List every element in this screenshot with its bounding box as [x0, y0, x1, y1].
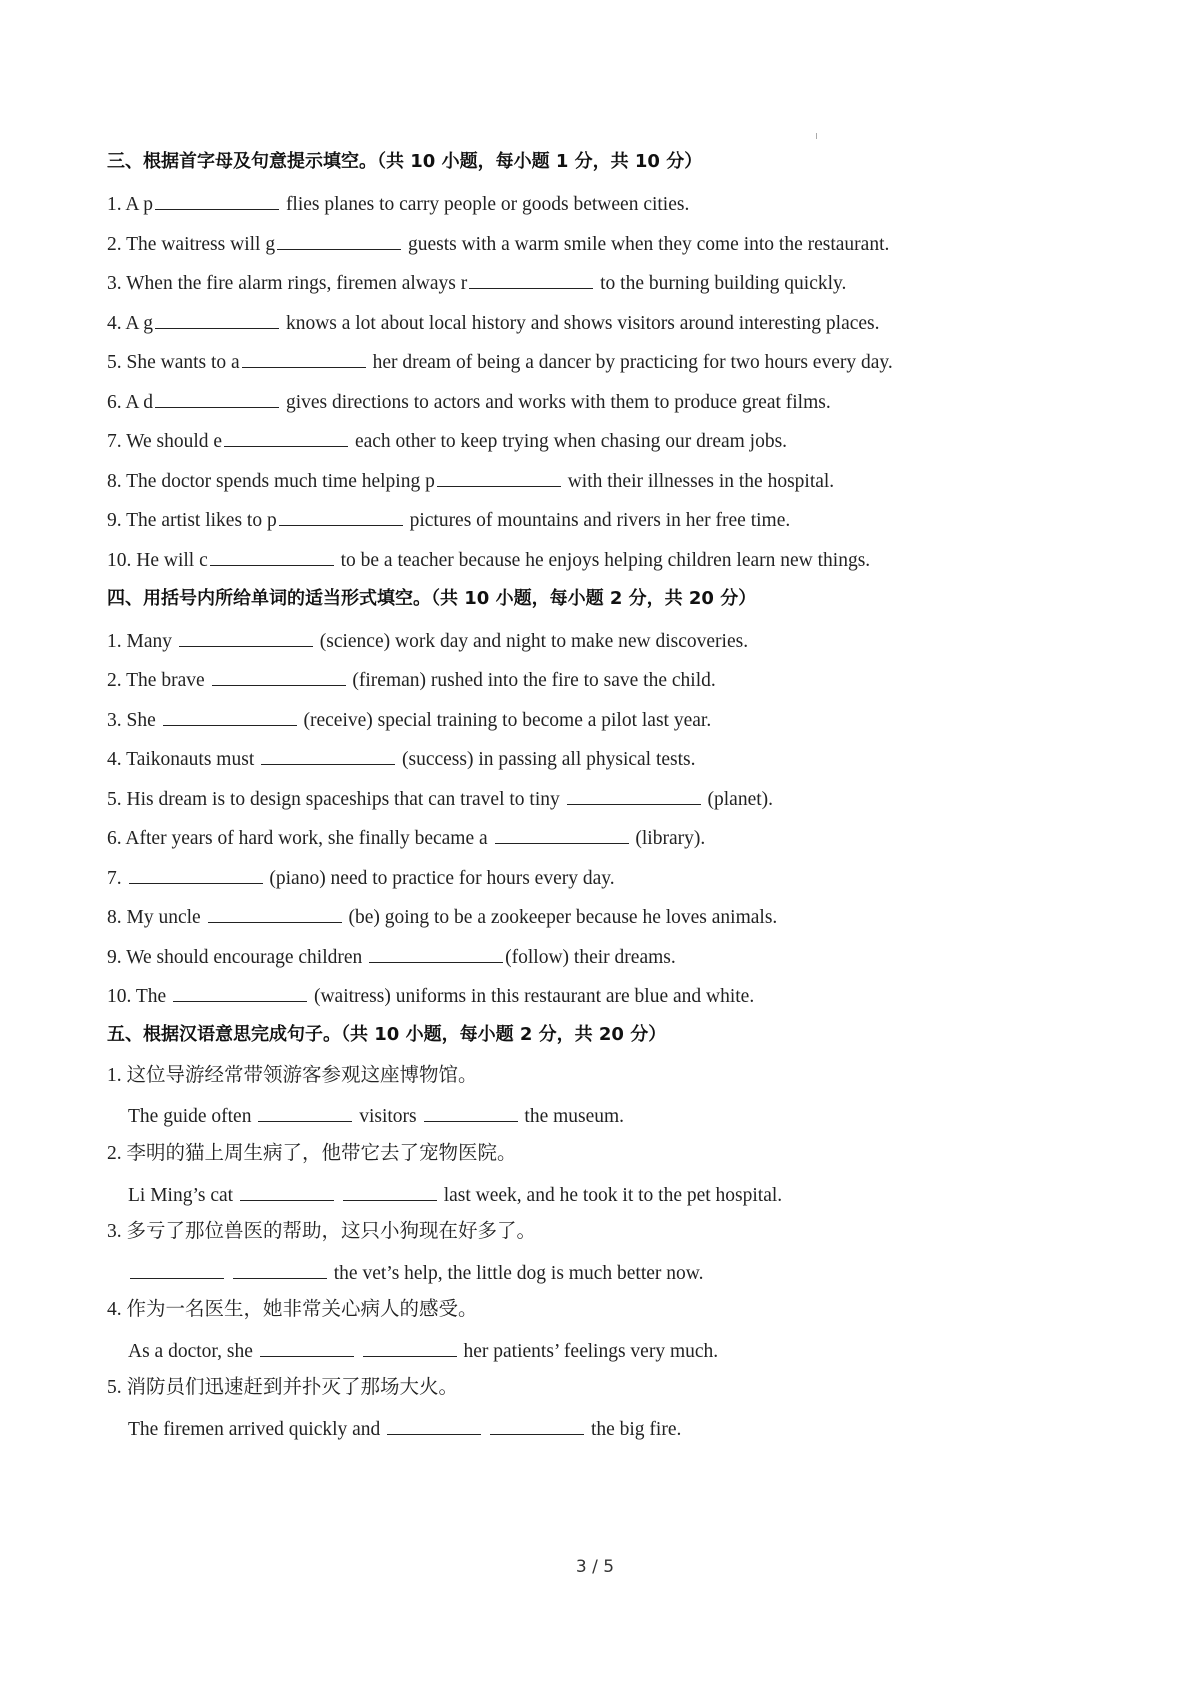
answer-blank[interactable] — [469, 270, 593, 289]
answer-blank[interactable] — [277, 231, 401, 250]
s5-question-2-english: Li Ming’s cat last week, and he took it to the pet hospital. — [128, 1182, 782, 1208]
s4-question-3: 3. She (receive) special training to become a pilot last year. — [107, 707, 711, 733]
answer-blank[interactable] — [163, 707, 297, 726]
answer-blank[interactable] — [130, 1260, 224, 1279]
s3-question-1: 1. A p flies planes to carry people or goods between cities. — [107, 191, 689, 217]
answer-blank[interactable] — [233, 1260, 327, 1279]
s5-question-5-chinese: 5. 消防员们迅速赶到并扑灭了那场大火。 — [107, 1377, 459, 1398]
answer-blank[interactable] — [155, 191, 279, 210]
s3-question-4: 4. A g knows a lot about local history and shows visitors around interesting places. — [107, 310, 880, 336]
answer-blank[interactable] — [261, 746, 395, 765]
s3-question-2: 2. The waitress will g guests with a warm smile when they come into the restaurant. — [107, 231, 889, 257]
s4-question-1: 1. Many (science) work day and night to make new discoveries. — [107, 628, 748, 654]
answer-blank[interactable] — [343, 1182, 437, 1201]
s3-question-10: 10. He will c to be a teacher because he enjoys helping children learn new things. — [107, 547, 870, 573]
answer-blank[interactable] — [567, 786, 701, 805]
s4-question-9: 9. We should encourage children (follow) their dreams. — [107, 944, 676, 970]
s5-question-1-chinese: 1. 这位导游经常带领游客参观这座博物馆。 — [107, 1065, 478, 1086]
s5-question-4-english: As a doctor, she her patients’ feelings very much. — [128, 1338, 718, 1364]
section3-heading: 三、根据首字母及句意提示填空。（共 10 小题，每小题 1 分，共 10 分） — [107, 151, 703, 172]
s3-question-3: 3. When the fire alarm rings, firemen always r to the burning building quickly. — [107, 270, 846, 296]
answer-blank[interactable] — [179, 628, 313, 647]
answer-blank[interactable] — [242, 349, 366, 368]
answer-blank[interactable] — [224, 428, 348, 447]
answer-blank[interactable] — [212, 667, 346, 686]
s5-question-2-chinese: 2. 李明的猫上周生病了，他带它去了宠物医院。 — [107, 1143, 517, 1164]
answer-blank[interactable] — [279, 507, 403, 526]
s5-question-1-english: The guide often visitors the museum. — [128, 1103, 624, 1129]
section5-heading: 五、根据汉语意思完成句子。（共 10 小题，每小题 2 分，共 20 分） — [107, 1024, 667, 1045]
s3-question-8: 8. The doctor spends much time helping p with their illnesses in the hospital. — [107, 468, 834, 494]
answer-blank[interactable] — [369, 944, 503, 963]
answer-blank[interactable] — [258, 1103, 352, 1122]
page-number: 3 / 5 — [575, 1557, 615, 1577]
answer-blank[interactable] — [490, 1416, 584, 1435]
s5-question-5-english: The firemen arrived quickly and the big fire. — [128, 1416, 681, 1442]
s4-question-6: 6. After years of hard work, she finally became a (library). — [107, 825, 705, 851]
s4-question-8: 8. My uncle (be) going to be a zookeeper because he loves animals. — [107, 904, 777, 930]
answer-blank[interactable] — [363, 1338, 457, 1357]
s5-question-4-chinese: 4. 作为一名医生，她非常关心病人的感受。 — [107, 1299, 478, 1320]
section4-heading: 四、用括号内所给单词的适当形式填空。（共 10 小题，每小题 2 分，共 20 分） — [107, 588, 757, 609]
answer-blank[interactable] — [437, 468, 561, 487]
s4-question-5: 5. His dream is to design spaceships that can travel to tiny (planet). — [107, 786, 773, 812]
answer-blank[interactable] — [495, 825, 629, 844]
answer-blank[interactable] — [155, 389, 279, 408]
s3-question-5: 5. She wants to a her dream of being a dancer by practicing for two hours every day. — [107, 349, 893, 375]
answer-blank[interactable] — [240, 1182, 334, 1201]
answer-blank[interactable] — [260, 1338, 354, 1357]
answer-blank[interactable] — [210, 547, 334, 566]
s5-question-3-chinese: 3. 多亏了那位兽医的帮助，这只小狗现在好多了。 — [107, 1221, 537, 1242]
answer-blank[interactable] — [155, 310, 279, 329]
s3-question-6: 6. A d gives directions to actors and works with them to produce great films. — [107, 389, 831, 415]
answer-blank[interactable] — [208, 904, 342, 923]
s5-question-3-english: the vet’s help, the little dog is much better now. — [128, 1260, 703, 1286]
s4-question-4: 4. Taikonauts must (success) in passing all physical tests. — [107, 746, 696, 772]
answer-blank[interactable] — [424, 1103, 518, 1122]
s4-question-7: 7. (piano) need to practice for hours every day. — [107, 865, 615, 891]
s3-question-9: 9. The artist likes to p pictures of mountains and rivers in her free time. — [107, 507, 790, 533]
s4-question-2: 2. The brave (fireman) rushed into the fire to save the child. — [107, 667, 716, 693]
scan-mark — [816, 133, 817, 139]
s3-question-7: 7. We should e each other to keep trying when chasing our dream jobs. — [107, 428, 787, 454]
answer-blank[interactable] — [173, 983, 307, 1002]
s4-question-10: 10. The (waitress) uniforms in this restaurant are blue and white. — [107, 983, 754, 1009]
answer-blank[interactable] — [129, 865, 263, 884]
answer-blank[interactable] — [387, 1416, 481, 1435]
